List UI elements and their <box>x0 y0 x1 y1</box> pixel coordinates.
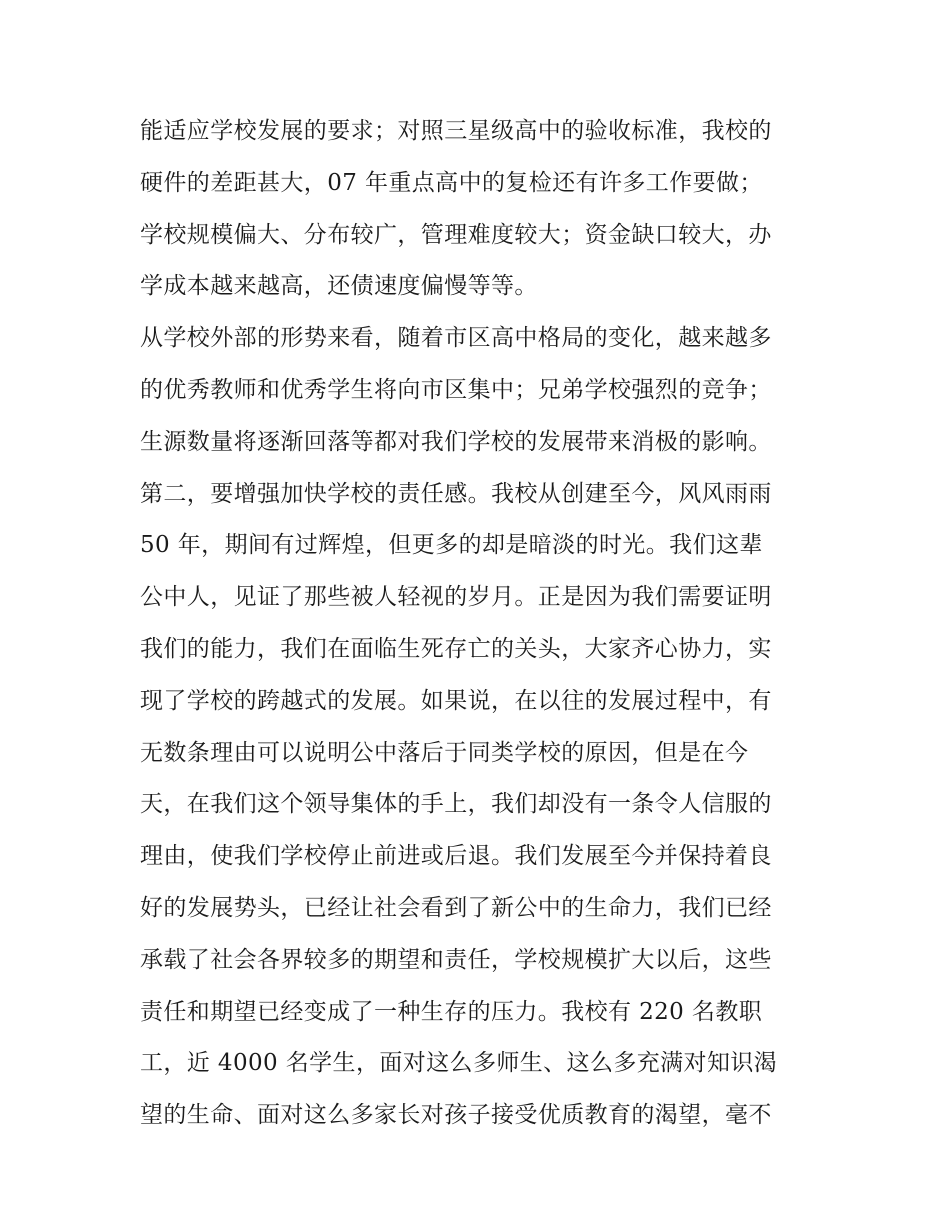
text-line: 生源数量将逐渐回落等都对我们学校的发展带来消极的影响。 <box>140 428 772 455</box>
text-line: 好的发展势头，已经让社会看到了新公中的生命力，我们已经 <box>140 894 772 921</box>
text-line: 无数条理由可以说明公中落后于同类学校的原因，但是在今 <box>140 739 749 766</box>
text-line: 从学校外部的形势来看，随着市区高中格局的变化，越来越多 <box>140 325 772 352</box>
text-line: 责任和期望已经变成了一种生存的压力。我校有 220 名教职 <box>140 998 763 1025</box>
text-line: 望的生命、面对这么多家长对孩子接受优质教育的渴望，毫不 <box>140 1102 772 1129</box>
text-line: 理由，使我们学校停止前进或后退。我们发展至今并保持着良 <box>140 843 772 870</box>
text-line: 学成本越来越高，还债速度偏慢等等。 <box>140 273 538 300</box>
text-line: 天，在我们这个领导集体的手上，我们却没有一条令人信服的 <box>140 791 772 818</box>
text-line: 承载了社会各界较多的期望和责任，学校规模扩大以后，这些 <box>140 946 772 973</box>
text-line: 能适应学校发展的要求；对照三星级高中的验收标准，我校的 <box>140 118 772 144</box>
text-line: 第二，要增强加快学校的责任感。我校从创建至今，风风雨雨 <box>140 480 772 507</box>
text-line: 我们的能力，我们在面临生死存亡的关头，大家齐心协力，实 <box>140 635 772 662</box>
body-text <box>140 106 820 1142</box>
text-line: 工，近 4000 名学生，面对这么多师生、这么多充满对知识渴 <box>140 1050 778 1077</box>
text-line: 学校规模偏大、分布较广，管理难度较大；资金缺口较大，办 <box>140 221 772 248</box>
text-line: 的优秀教师和优秀学生将向市区集中；兄弟学校强烈的竞争； <box>140 376 772 403</box>
text-line: 现了学校的跨越式的发展。如果说，在以往的发展过程中，有 <box>140 687 772 714</box>
text-line: 公中人，见证了那些被人轻视的岁月。正是因为我们需要证明 <box>140 584 772 611</box>
text-line: 硬件的差距甚大，07 年重点高中的复检还有许多工作要做； <box>140 169 763 196</box>
text-line: 50 年，期间有过辉煌，但更多的却是暗淡的时光。我们这辈 <box>140 532 763 559</box>
